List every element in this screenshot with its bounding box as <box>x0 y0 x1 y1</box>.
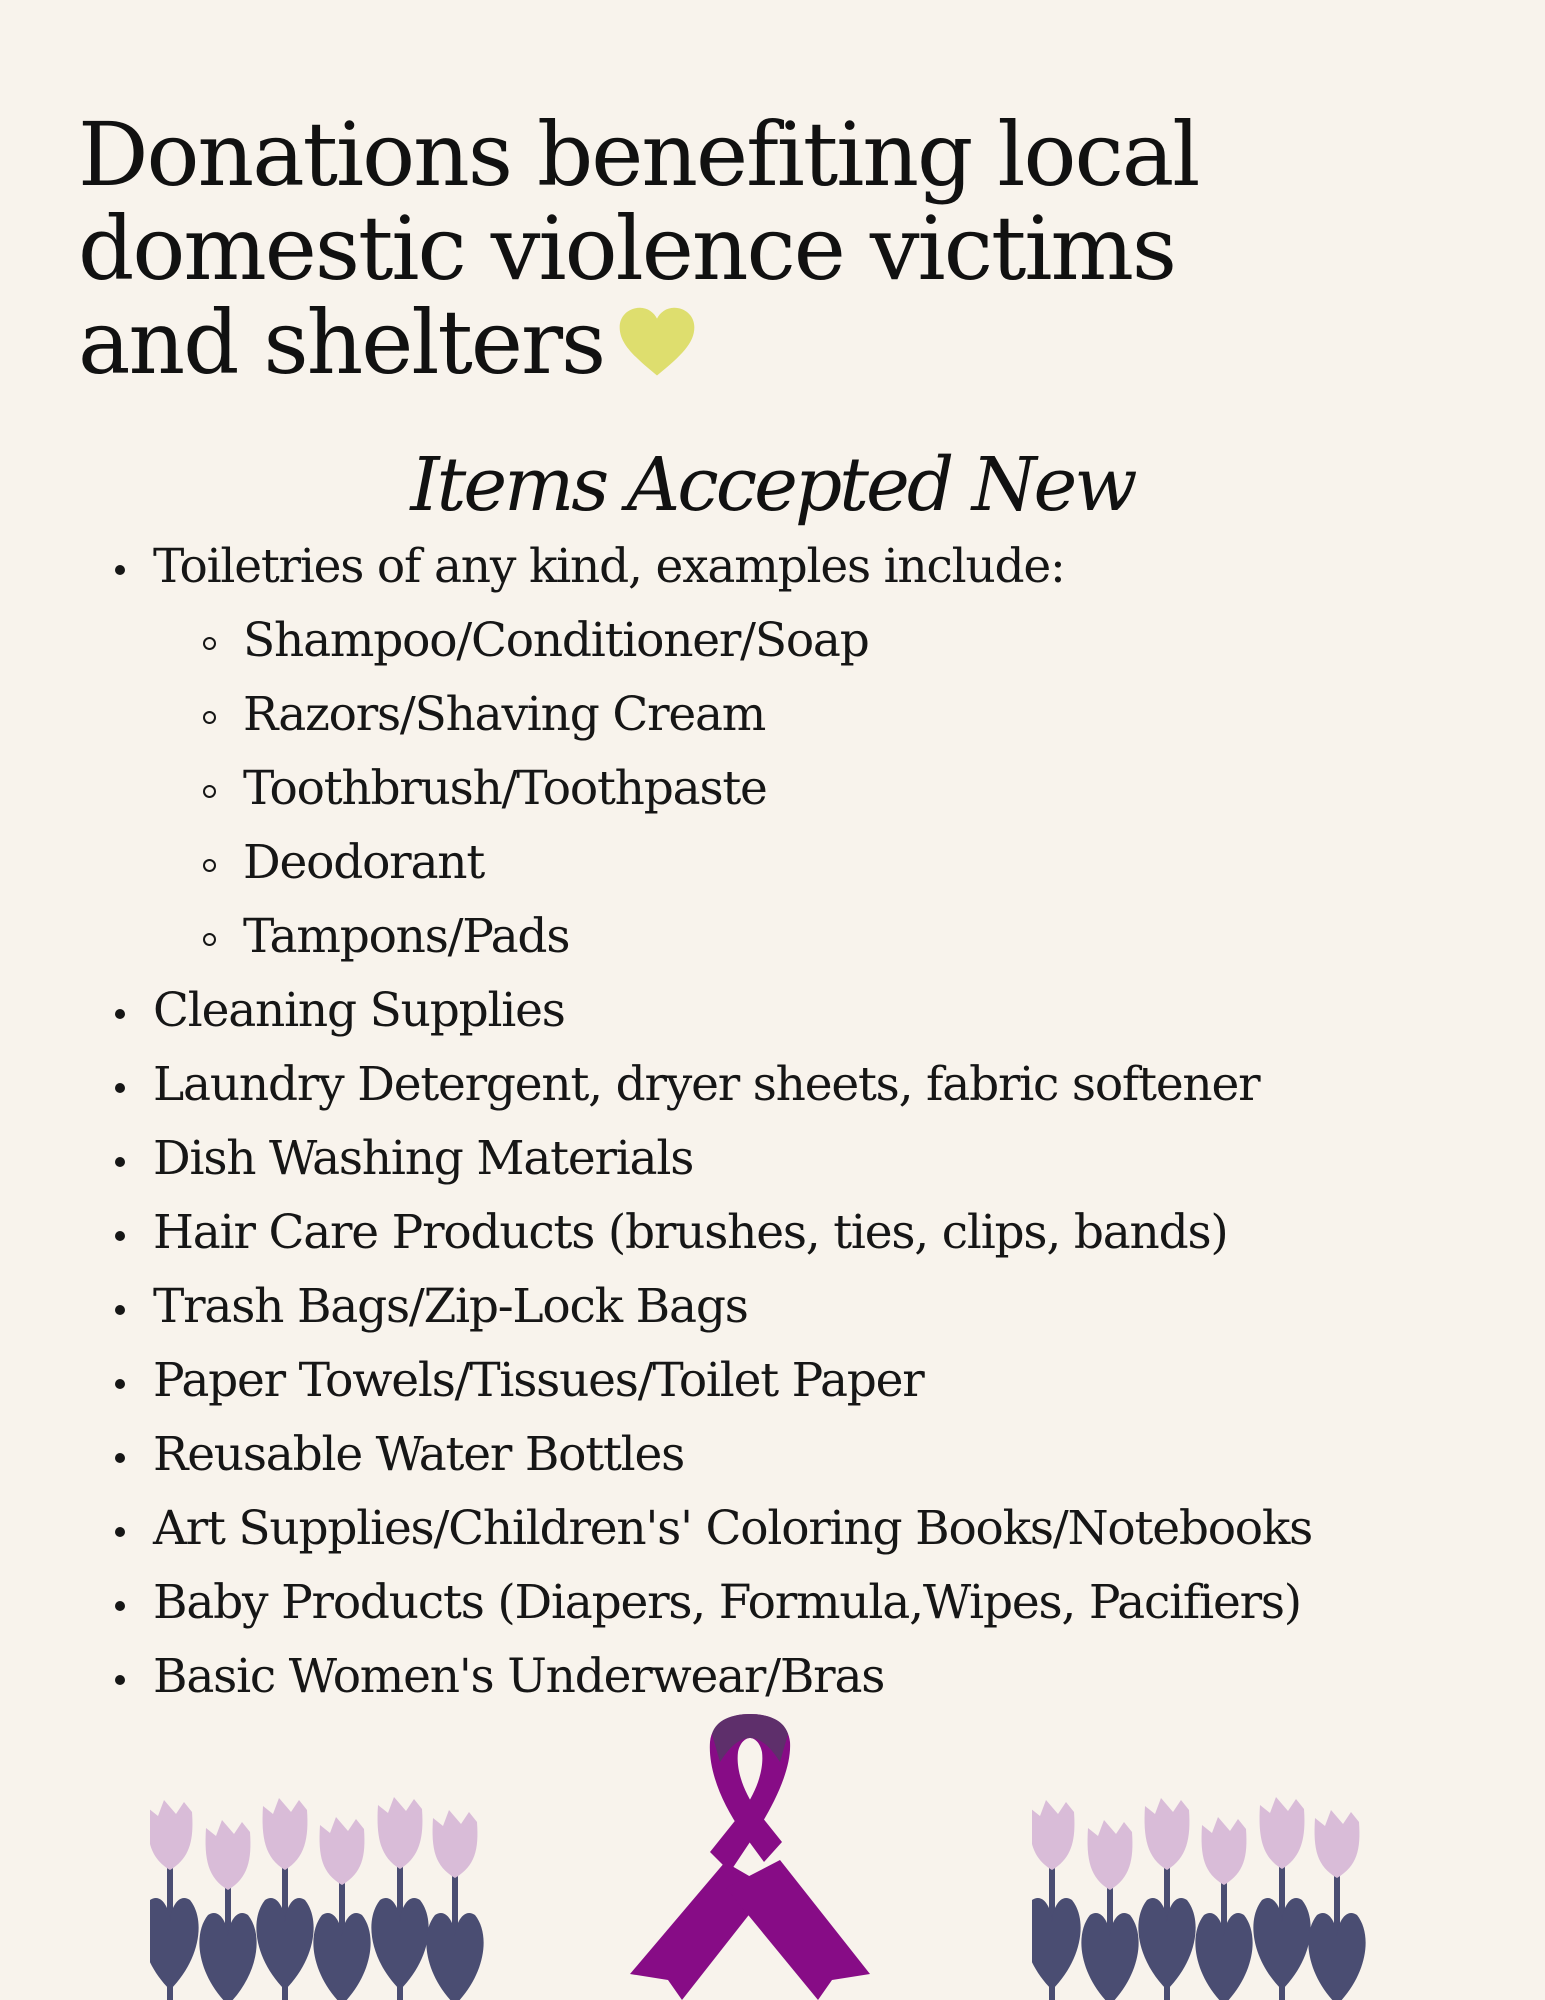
title-line-1: Donations benefiting local <box>78 103 1199 206</box>
list-item: Laundry Detergent, dryer sheets, fabric softener <box>108 1048 1508 1122</box>
tulips-left-icon <box>150 1795 500 2000</box>
sub-list-item: Shampoo/Conditioner/Soap <box>108 604 1508 678</box>
tulip-leaves <box>150 1898 199 1990</box>
list-item: Paper Towels/Tissues/Toilet Paper <box>108 1344 1508 1418</box>
sub-list-item: Toothbrush/Toothpaste <box>108 752 1508 826</box>
items-list <box>108 530 1508 1714</box>
list-item: Dish Washing Materials <box>108 1122 1508 1196</box>
title-line-2: domestic violence victims <box>78 197 1176 300</box>
list-item: Trash Bags/Zip-Lock Bags <box>108 1270 1508 1344</box>
tulip-petal <box>1315 1810 1360 1878</box>
tulip-petal <box>1260 1797 1305 1869</box>
tulip-petal <box>1145 1798 1190 1870</box>
sub-list-item: Tampons/Pads <box>108 900 1508 974</box>
tulip-petal <box>433 1810 478 1878</box>
list-item: Basic Women's Underwear/Bras <box>108 1640 1508 1714</box>
list-item: Reusable Water Bottles <box>108 1418 1508 1492</box>
tulip-petal <box>1088 1820 1133 1890</box>
list-item: Cleaning Supplies <box>108 974 1508 1048</box>
list-item: Baby Products (Diapers, Formula,Wipes, Pacifiers) <box>108 1566 1508 1640</box>
tulips-right-icon <box>1032 1795 1382 2000</box>
tulip-petal <box>206 1820 251 1890</box>
tulip-petal <box>150 1800 192 1870</box>
tulip-group <box>1032 1797 1366 2000</box>
tulip-leaves <box>1032 1898 1081 1990</box>
list-item: Toiletries of any kind, examples include: <box>108 530 1508 604</box>
sub-list-item: Razors/Shaving Cream <box>108 678 1508 752</box>
tulip-group <box>150 1797 484 2000</box>
tulip-petal <box>1032 1800 1074 1870</box>
list-item: Art Supplies/Children's' Coloring Books/Notebooks <box>108 1492 1508 1566</box>
tulip-petal <box>320 1817 365 1885</box>
tulip-petal <box>1202 1817 1247 1885</box>
page-title <box>78 103 1458 394</box>
heart-icon <box>618 307 696 377</box>
tulip-petal <box>378 1797 423 1869</box>
list-item: Hair Care Products (brushes, ties, clips, bands) <box>108 1196 1508 1270</box>
sub-list-item: Deodorant <box>108 826 1508 900</box>
items-accepted-heading: Items Accepted New <box>410 442 1135 528</box>
ribbon-icon <box>630 1712 870 2000</box>
tulip-petal <box>263 1798 308 1870</box>
title-line-3: and shelters <box>78 291 605 394</box>
